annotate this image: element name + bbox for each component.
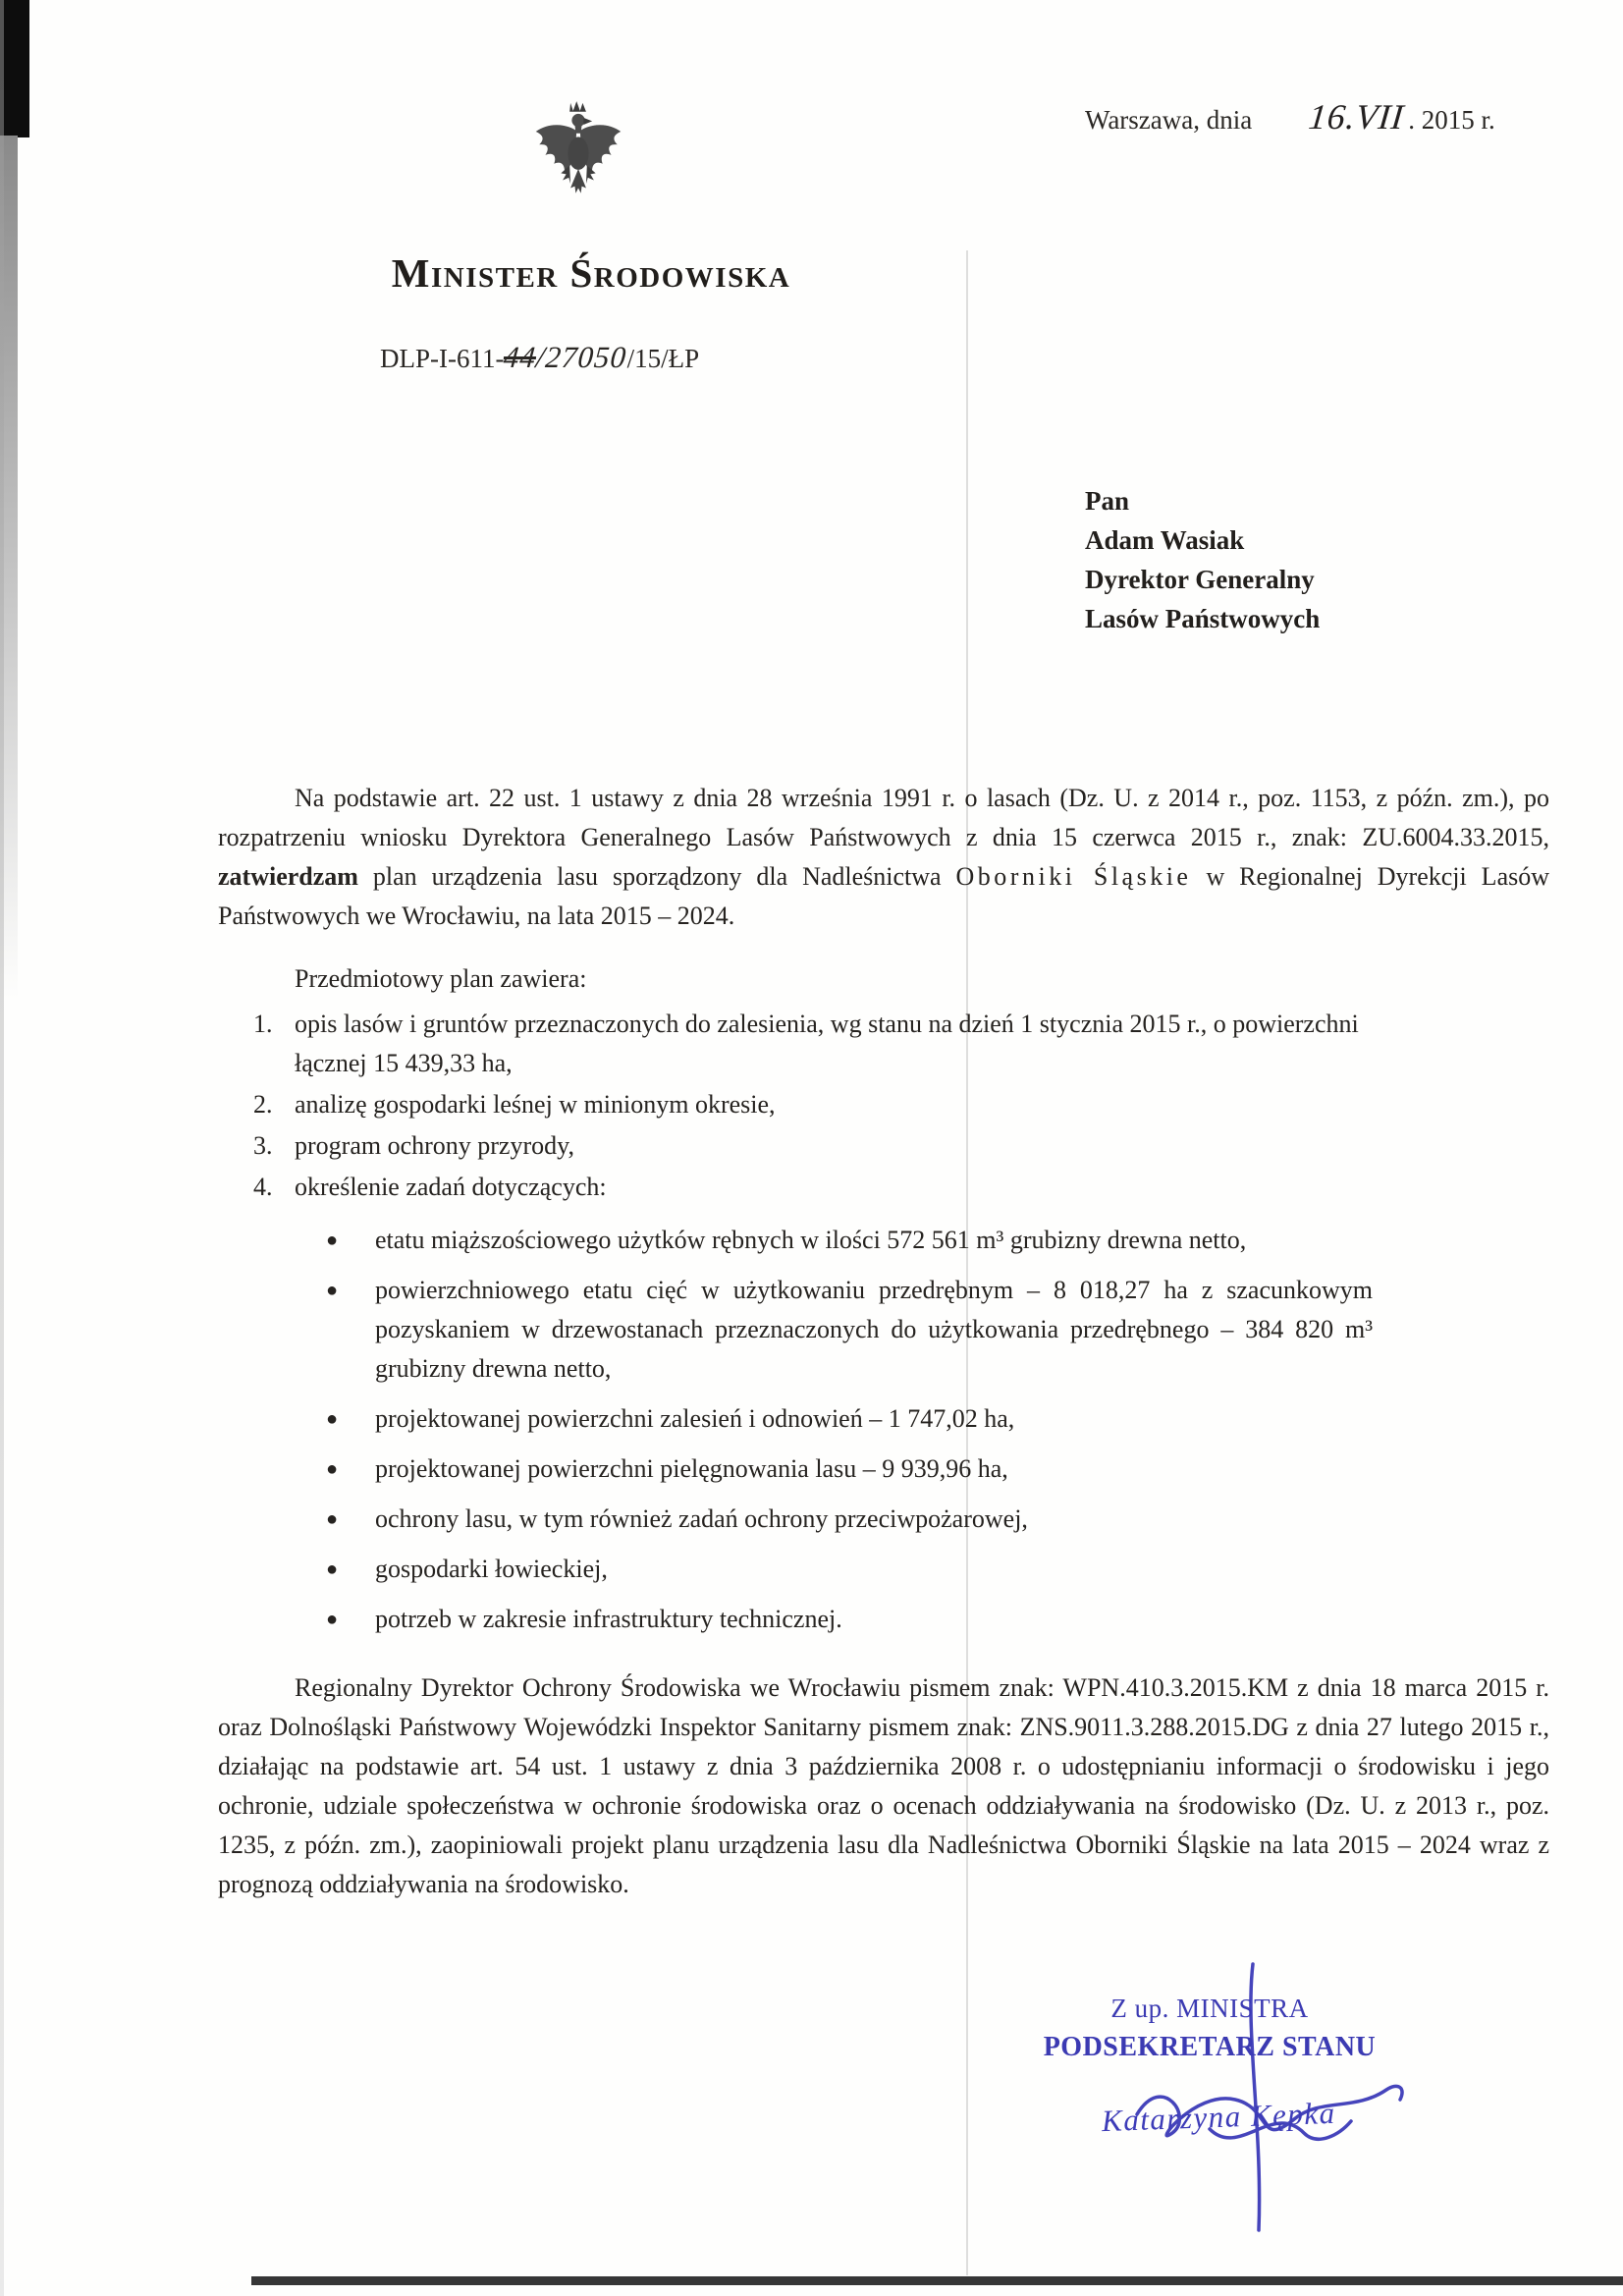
bullet-text: ochrony lasu, w tym również zadań ochrony przeciwpożarowej, <box>375 1504 1028 1533</box>
recipient-line: Lasów Państwowych <box>1085 604 1321 633</box>
list-item-text: analizę gospodarki leśnej w minionym okresie, <box>295 1090 776 1119</box>
list-item-number: 1. <box>253 1010 273 1038</box>
bullet-icon: ● <box>326 1508 339 1530</box>
signature-name: Katarzyna Kępka <box>1101 2095 1337 2139</box>
printed-year: . 2015 r. <box>1408 105 1495 135</box>
p1-forest-district-name: Oborniki Śląskie <box>955 862 1192 891</box>
p1-text: Na podstawie art. 22 ust. 1 ustawy z dnia 28 września 1991 r. o lasach (Dz. U. z 2014 r., poz. 1153, z późn. zm.), po rozpatrzeniu wniosku Dyrektora Generalnego Lasów Państwowych z dnia 15 czerwca 2015 r., znak: ZU.6004.33.2015, <box>218 784 1549 851</box>
list-item-number: 4. <box>253 1173 273 1201</box>
paragraph-opinions: Regionalny Dyrektor Ochrony Środowiska we Wrocławiu pismem znak: WPN.410.3.2015.KM z dnia 18 marca 2015 r. oraz Dolnośląski Państwowy Wojewódzki Inspektor Sanitarny pismem znak: ZNS.9011.3.288.2015.DG z dnia 27 lutego 2015 r., działając na podstawie art. 54 ust. 1 ustawy z dnia 3 października 2008 r. o udostępnianiu informacji o środowisku i jego ochronie, udziale społeczeństwa w ochronie środowiska oraz o ocenach oddziaływania na środowisko (Dz. U. z 2013 r., poz. 1235, z późn. zm.), zaopiniowali projekt planu urządzenia lasu dla Nadleśnictwa Oborniki Śląskie na lata 2015 – 2024 wraz z prognozą oddziaływania na środowisko. <box>218 1673 1549 1898</box>
p1-text: w Regionalnej Dyrekcji Lasów Państwowych we Wrocławiu, na lata 2015 – 2024. <box>218 862 1549 930</box>
reference-handwritten: /27050 <box>534 340 629 374</box>
recipient-line: Dyrektor Generalny <box>1085 565 1315 594</box>
bullet-text: gospodarki łowieckiej, <box>375 1555 608 1583</box>
bullet-icon: ● <box>326 1609 339 1630</box>
p1-bold-zatwierdzam: zatwierdzam <box>218 862 358 891</box>
place-date-label: Warszawa, dnia <box>1085 105 1253 135</box>
p1-text: plan urządzenia lasu sporządzony dla Nadleśnictwa <box>357 862 956 891</box>
signature-block <box>1033 1994 1386 2063</box>
list-item <box>253 1126 1549 1166</box>
bullet-icon: ● <box>326 1408 339 1430</box>
bullet-icon: ● <box>326 1558 339 1580</box>
bullet-icon: ● <box>326 1458 339 1480</box>
bullet-text: powierzchniowego etatu cięć w użytkowaniu przedrębnym – 8 018,27 ha z szacunkowym pozyskaniem w drzewostanach przeznaczonych do użytkowania przedrębnego – 384 820 m³ grubizny drewna netto, <box>375 1276 1373 1383</box>
reference-suffix: /15/ŁP <box>626 344 700 373</box>
bullet-icon: ● <box>326 1230 339 1251</box>
numbered-list <box>253 1005 1549 1207</box>
list-item-text: opis lasów i gruntów przeznaczonych do zalesienia, wg stanu na dzień 1 stycznia 2015 r., o powierzchni łącznej 15 439,33 ha, <box>295 1010 1359 1077</box>
recipient-line: Adam Wasiak <box>1085 525 1245 555</box>
date-line <box>1085 96 1495 137</box>
bullet-icon: ● <box>326 1280 339 1301</box>
polish-eagle-icon <box>526 94 630 214</box>
bullet-item <box>326 1500 1373 1539</box>
scan-artifact-left-shadow <box>0 0 4 2296</box>
list-item-number: 2. <box>253 1090 273 1119</box>
handwritten-date: 16.VII <box>1307 97 1407 137</box>
scan-artifact-bottom <box>251 2276 1623 2285</box>
bullet-text: projektowanej powierzchni zalesień i odnowień – 1 747,02 ha, <box>375 1404 1015 1433</box>
reference-prefix: DLP-I-611- <box>380 344 505 373</box>
bullet-item <box>326 1271 1373 1389</box>
recipient-line: Pan <box>1085 486 1130 516</box>
bullet-list <box>326 1221 1549 1639</box>
bullet-item <box>326 1550 1373 1589</box>
reference-number <box>380 340 699 375</box>
list-item <box>253 1005 1549 1083</box>
bullet-item <box>326 1600 1373 1639</box>
letter-body <box>218 779 1549 1904</box>
bullet-item <box>326 1399 1373 1439</box>
bullet-text: projektowanej powierzchni pielęgnowania lasu – 9 939,96 ha, <box>375 1454 1008 1483</box>
list-item-text: program ochrony przyrody, <box>295 1131 574 1160</box>
paragraph-approval <box>218 779 1549 936</box>
bullet-item <box>326 1449 1373 1489</box>
paragraph-plan-contains: Przedmiotowy plan zawiera: <box>295 964 587 993</box>
bullet-text: potrzeb w zakresie infrastruktury technicznej. <box>375 1605 842 1633</box>
bullet-text: etatu miąższościowego użytków rębnych w ilości 572 561 m³ grubizny drewna netto, <box>375 1226 1247 1254</box>
reference-handwritten-struck: 44 <box>502 340 539 374</box>
list-item <box>253 1085 1549 1124</box>
signature-on-behalf-line: Z up. MINISTRA <box>1110 1994 1309 2023</box>
list-item <box>253 1168 1549 1207</box>
list-item-number: 3. <box>253 1131 273 1160</box>
list-item-text: określenie zadań dotyczących: <box>295 1173 607 1201</box>
bullet-item <box>326 1221 1373 1260</box>
recipient-block <box>1085 481 1320 638</box>
scan-artifact-top-left <box>0 0 29 137</box>
signature-title-line: PODSEKRETARZ STANU <box>1043 2032 1377 2062</box>
ministry-title: Minister Środowiska <box>391 250 791 296</box>
